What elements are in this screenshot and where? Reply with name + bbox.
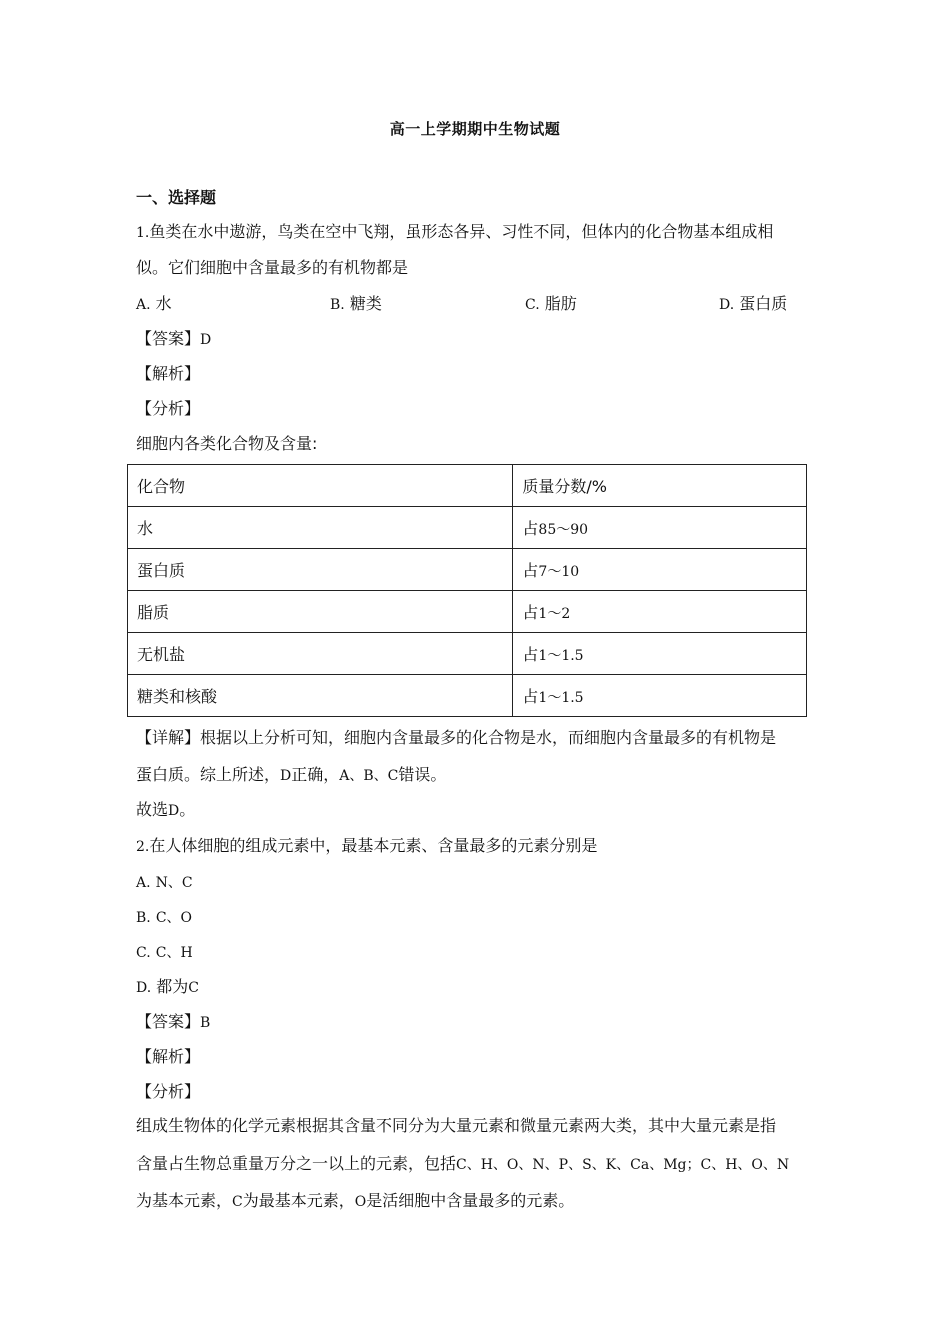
q1-options (136, 293, 816, 315)
q2-number: 2. (136, 839, 150, 855)
compound-table (127, 464, 807, 717)
table-cell-value: 占1～1.5 (513, 675, 807, 717)
q1-answer-value: D (200, 332, 212, 348)
q1-detail-line1: 【详解】根据以上分析可知，细胞内含量最多的化合物是水，而细胞内含量最多的有机物是 (136, 728, 777, 747)
q2-analysis-line1: 组成生物体的化学元素根据其含量不同分为大量元素和微量元素两大类，其中大量元素是指 (136, 1116, 777, 1135)
q2-answer (136, 1011, 210, 1034)
q2-option-c: C. C、H (136, 945, 193, 961)
table-cell-value: 占7～10 (513, 549, 807, 591)
q2-stem-text: 在人体细胞的组成元素中，最基本元素、含量最多的元素分别是 (149, 836, 598, 855)
q2-answer-label: 【答案】 (136, 1012, 201, 1031)
table-cell-value: 占1～2 (513, 591, 807, 633)
q2-analysis-line3: 为基本元素，C为最基本元素，O是活细胞中含量最多的元素。 (136, 1191, 575, 1210)
q2-jiexi-label: 【解析】 (136, 1047, 201, 1066)
section-heading: 一、选择题 (136, 188, 217, 207)
q1-answer (136, 328, 211, 351)
q1-option-c: C. 脂肪 (525, 294, 577, 313)
q1-stem-line2: 似。它们细胞中含量最多的有机物都是 (136, 258, 409, 277)
q2-option-b: B. C、O (136, 910, 193, 926)
q1-answer-label: 【答案】 (136, 329, 201, 348)
table-header-row (128, 465, 807, 507)
q2-option-d: D. 都为C (136, 977, 200, 996)
table-header-mass: 质量分数/% (513, 465, 807, 507)
table-cell-name: 无机盐 (128, 633, 513, 675)
table-row (128, 675, 807, 717)
q2-fenxi-label: 【分析】 (136, 1082, 201, 1101)
q1-option-b: B. 糖类 (330, 294, 382, 313)
q1-stem-text1: 鱼类在水中遨游，鸟类在空中飞翔，虽形态各异、习性不同，但体内的化合物基本组成相 (149, 222, 774, 241)
q2-option-a: A. N、C (136, 875, 193, 891)
table-cell-value: 占85～90 (513, 507, 807, 549)
q2-analysis-line2: 含量占生物总重量万分之一以上的元素，包括C、H、O、N、P、S、K、Ca、Mg；C、H、O、N (136, 1154, 790, 1173)
table-header-compound: 化合物 (128, 465, 513, 507)
table-cell-value: 占1～1.5 (513, 633, 807, 675)
table-row (128, 591, 807, 633)
q1-table-intro: 细胞内各类化合物及含量: (136, 434, 318, 453)
q1-stem-line1 (136, 221, 773, 244)
table-cell-name: 水 (128, 507, 513, 549)
q2-answer-value: B (200, 1015, 211, 1031)
q1-fenxi-label: 【分析】 (136, 399, 201, 418)
table-row (128, 549, 807, 591)
q1-option-d: D. 蛋白质 (719, 294, 788, 313)
table-cell-name: 糖类和核酸 (128, 675, 513, 717)
table-cell-name: 脂质 (128, 591, 513, 633)
q2-stem (136, 835, 597, 858)
table-row (128, 507, 807, 549)
q1-jiexi-label: 【解析】 (136, 364, 201, 383)
q1-number: 1. (136, 225, 150, 241)
table-cell-name: 蛋白质 (128, 549, 513, 591)
q1-option-a: A. 水 (136, 294, 172, 313)
table-row (128, 633, 807, 675)
q1-choose: 故选D。 (136, 800, 196, 819)
page-title: 高一上学期期中生物试题 (389, 120, 561, 138)
q1-detail-line2: 蛋白质。综上所述，D正确，A、B、C错误。 (136, 765, 447, 784)
